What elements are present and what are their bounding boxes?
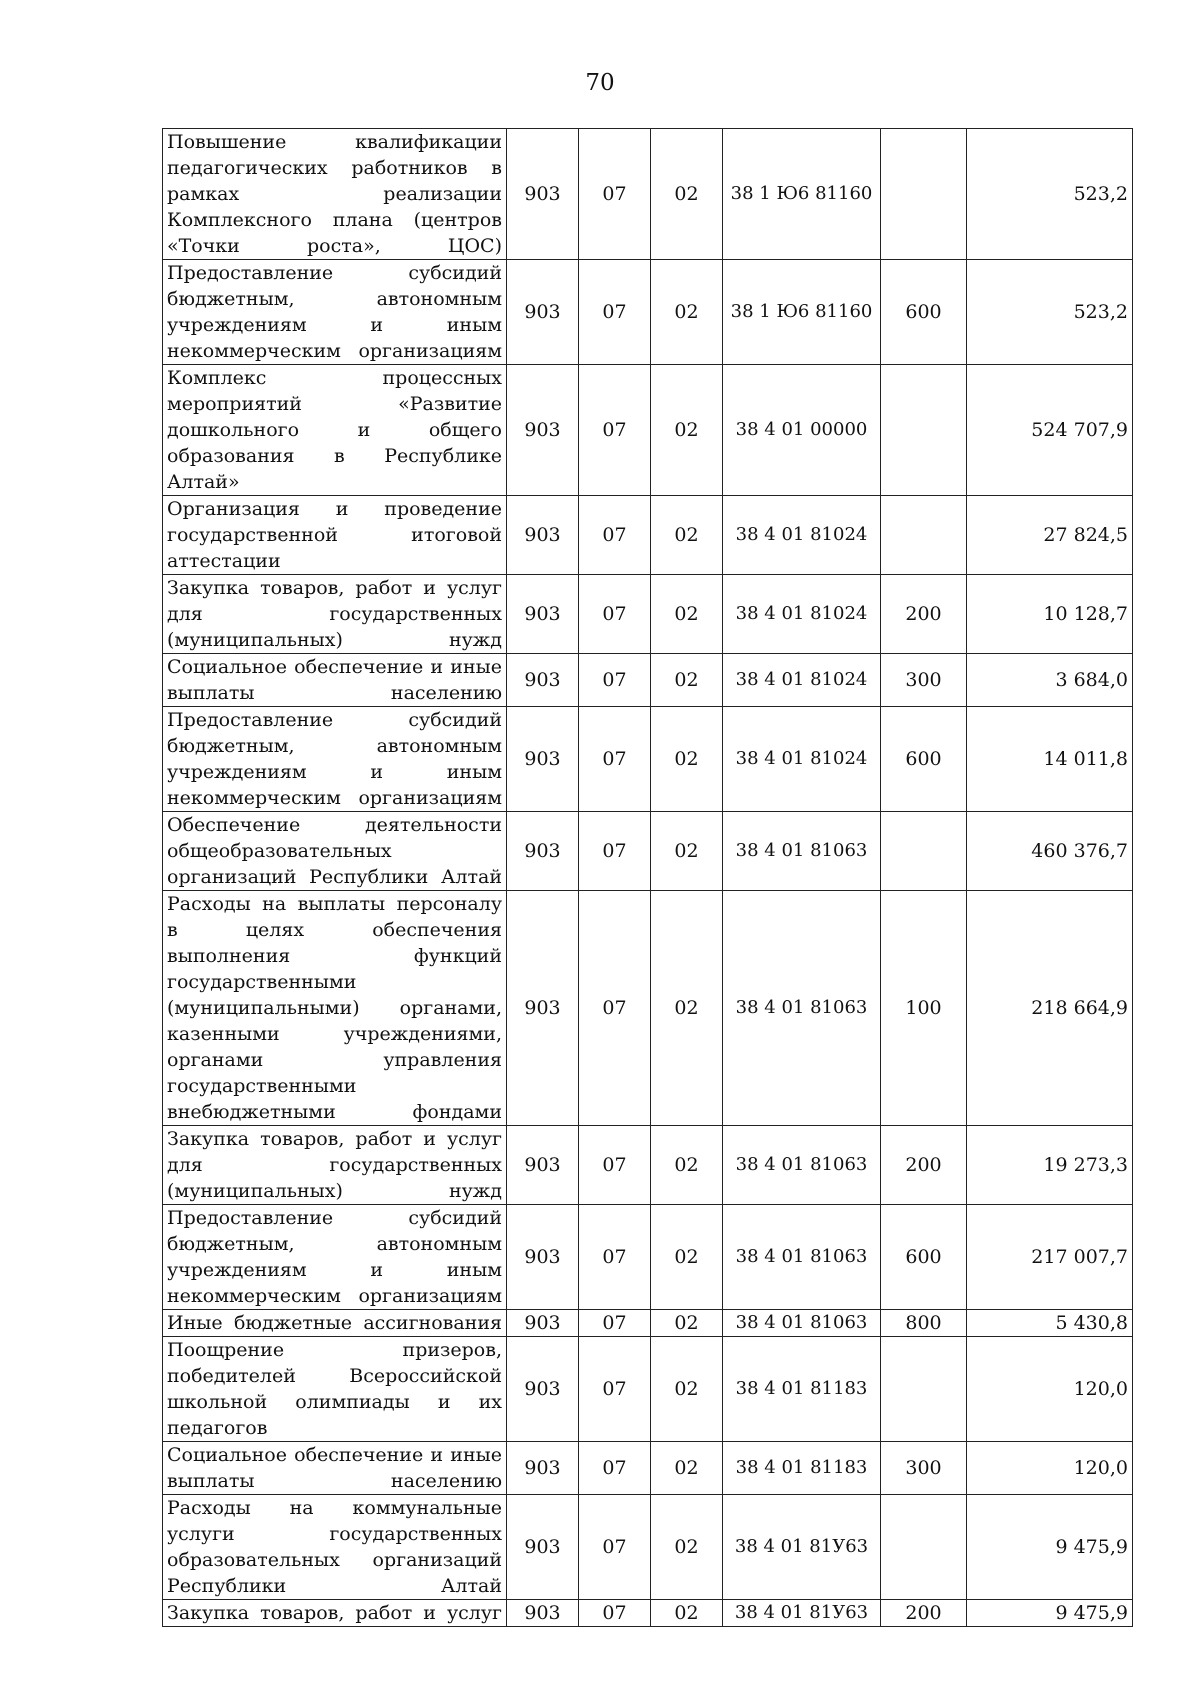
- target-code: 38 4 01 81063: [723, 812, 881, 891]
- expense-type-code: [881, 496, 967, 575]
- table-row: [163, 1337, 1133, 1442]
- expense-type-code: [881, 812, 967, 891]
- section-code: 07: [579, 1310, 651, 1337]
- table-row: [163, 1442, 1133, 1495]
- ministry-code: 903: [507, 1310, 579, 1337]
- subsection-code: 02: [651, 707, 723, 812]
- target-code: 38 4 01 81024: [723, 496, 881, 575]
- row-name: Комплекс процессных мероприятий «Развитие дошкольного и общего образования в Республике Алтай»: [163, 365, 507, 496]
- subsection-code: 02: [651, 1310, 723, 1337]
- target-code: 38 4 01 81063: [723, 1310, 881, 1337]
- section-code: 07: [579, 496, 651, 575]
- table-row: [163, 365, 1133, 496]
- table-row: [163, 707, 1133, 812]
- section-code: 07: [579, 1205, 651, 1310]
- table-row: [163, 575, 1133, 654]
- subsection-code: 02: [651, 891, 723, 1126]
- section-code: 07: [579, 1337, 651, 1442]
- section-code: 07: [579, 1442, 651, 1495]
- row-name: Организация и проведение государственной итоговой аттестации: [163, 496, 507, 575]
- ministry-code: 903: [507, 654, 579, 707]
- amount: 10 128,7: [967, 575, 1133, 654]
- subsection-code: 02: [651, 654, 723, 707]
- expense-type-code: 200: [881, 575, 967, 654]
- subsection-code: 02: [651, 575, 723, 654]
- row-name: Предоставление субсидий бюджетным, автономным учреждениям и иным некоммерческим организациям: [163, 1205, 507, 1310]
- row-name: Расходы на коммунальные услуги государственных образовательных организаций Республики Алтай: [163, 1495, 507, 1600]
- table-row: [163, 812, 1133, 891]
- table-row: [163, 891, 1133, 1126]
- table-body: [163, 129, 1133, 1627]
- amount: 523,2: [967, 129, 1133, 260]
- section-code: 07: [579, 1495, 651, 1600]
- subsection-code: 02: [651, 812, 723, 891]
- target-code: 38 4 01 81063: [723, 1126, 881, 1205]
- page-number: 70: [585, 70, 615, 96]
- target-code: 38 4 01 81024: [723, 707, 881, 812]
- table-row: [163, 1126, 1133, 1205]
- target-code: 38 1 Ю6 81160: [723, 129, 881, 260]
- section-code: 07: [579, 260, 651, 365]
- section-code: 07: [579, 812, 651, 891]
- subsection-code: 02: [651, 496, 723, 575]
- subsection-code: 02: [651, 1205, 723, 1310]
- section-code: 07: [579, 891, 651, 1126]
- amount: 14 011,8: [967, 707, 1133, 812]
- row-name: Повышение квалификации педагогических работников в рамках реализации Комплексного плана (центров «Точки роста», ЦОС): [163, 129, 507, 260]
- amount: 3 684,0: [967, 654, 1133, 707]
- ministry-code: 903: [507, 707, 579, 812]
- ministry-code: 903: [507, 1442, 579, 1495]
- amount: 460 376,7: [967, 812, 1133, 891]
- amount: 524 707,9: [967, 365, 1133, 496]
- row-name: Расходы на выплаты персоналу в целях обеспечения выполнения функций государственными (муниципальными) органами, казенными учреждениями, органами управления государственными внебюджетными фондами: [163, 891, 507, 1126]
- row-name: Закупка товаров, работ и услуг для государственных (муниципальных) нужд: [163, 575, 507, 654]
- amount: 9 475,9: [967, 1495, 1133, 1600]
- ministry-code: 903: [507, 1126, 579, 1205]
- ministry-code: 903: [507, 575, 579, 654]
- row-name: Предоставление субсидий бюджетным, автономным учреждениям и иным некоммерческим организациям: [163, 260, 507, 365]
- target-code: 38 4 01 81У63: [723, 1600, 881, 1627]
- ministry-code: 903: [507, 129, 579, 260]
- target-code: 38 4 01 81183: [723, 1442, 881, 1495]
- expense-type-code: 200: [881, 1600, 967, 1627]
- expense-type-code: 100: [881, 891, 967, 1126]
- table-row: [163, 496, 1133, 575]
- target-code: 38 1 Ю6 81160: [723, 260, 881, 365]
- amount: 9 475,9: [967, 1600, 1133, 1627]
- ministry-code: 903: [507, 365, 579, 496]
- target-code: 38 4 01 81063: [723, 1205, 881, 1310]
- subsection-code: 02: [651, 1600, 723, 1627]
- amount: 218 664,9: [967, 891, 1133, 1126]
- expense-type-code: 800: [881, 1310, 967, 1337]
- row-name: Социальное обеспечение и иные выплаты населению: [163, 1442, 507, 1495]
- ministry-code: 903: [507, 1495, 579, 1600]
- expense-type-code: [881, 365, 967, 496]
- expense-type-code: [881, 129, 967, 260]
- budget-table: [162, 128, 1133, 1627]
- table-row: [163, 1205, 1133, 1310]
- section-code: 07: [579, 707, 651, 812]
- ministry-code: 903: [507, 891, 579, 1126]
- expense-type-code: 600: [881, 707, 967, 812]
- ministry-code: 903: [507, 1205, 579, 1310]
- ministry-code: 903: [507, 1337, 579, 1442]
- amount: 120,0: [967, 1442, 1133, 1495]
- table-row: [163, 654, 1133, 707]
- subsection-code: 02: [651, 365, 723, 496]
- subsection-code: 02: [651, 1495, 723, 1600]
- section-code: 07: [579, 575, 651, 654]
- table-row: [163, 1600, 1133, 1627]
- row-name: Социальное обеспечение и иные выплаты населению: [163, 654, 507, 707]
- section-code: 07: [579, 365, 651, 496]
- row-name: Обеспечение деятельности общеобразовательных организаций Республики Алтай: [163, 812, 507, 891]
- subsection-code: 02: [651, 1337, 723, 1442]
- section-code: 07: [579, 654, 651, 707]
- table-row: [163, 129, 1133, 260]
- target-code: 38 4 01 81063: [723, 891, 881, 1126]
- subsection-code: 02: [651, 1442, 723, 1495]
- expense-type-code: 600: [881, 260, 967, 365]
- row-name: Предоставление субсидий бюджетным, автономным учреждениям и иным некоммерческим организациям: [163, 707, 507, 812]
- section-code: 07: [579, 1600, 651, 1627]
- amount: 19 273,3: [967, 1126, 1133, 1205]
- table-row: [163, 1495, 1133, 1600]
- amount: 523,2: [967, 260, 1133, 365]
- amount: 120,0: [967, 1337, 1133, 1442]
- subsection-code: 02: [651, 260, 723, 365]
- target-code: 38 4 01 81У63: [723, 1495, 881, 1600]
- expense-type-code: 200: [881, 1126, 967, 1205]
- amount: 217 007,7: [967, 1205, 1133, 1310]
- amount: 27 824,5: [967, 496, 1133, 575]
- target-code: 38 4 01 81024: [723, 575, 881, 654]
- row-name: Закупка товаров, работ и услуг для государственных (муниципальных) нужд: [163, 1126, 507, 1205]
- section-code: 07: [579, 129, 651, 260]
- expense-type-code: 600: [881, 1205, 967, 1310]
- row-name: Поощрение призеров, победителей Всероссийской школьной олимпиады и их педагогов: [163, 1337, 507, 1442]
- amount: 5 430,8: [967, 1310, 1133, 1337]
- subsection-code: 02: [651, 129, 723, 260]
- section-code: 07: [579, 1126, 651, 1205]
- ministry-code: 903: [507, 260, 579, 365]
- expense-type-code: 300: [881, 1442, 967, 1495]
- ministry-code: 903: [507, 496, 579, 575]
- subsection-code: 02: [651, 1126, 723, 1205]
- target-code: 38 4 01 81183: [723, 1337, 881, 1442]
- ministry-code: 903: [507, 812, 579, 891]
- ministry-code: 903: [507, 1600, 579, 1627]
- target-code: 38 4 01 00000: [723, 365, 881, 496]
- table-row: [163, 1310, 1133, 1337]
- expense-type-code: [881, 1337, 967, 1442]
- expense-type-code: [881, 1495, 967, 1600]
- table-row: [163, 260, 1133, 365]
- row-name: Иные бюджетные ассигнования: [163, 1310, 507, 1337]
- row-name: Закупка товаров, работ и услуг: [163, 1600, 507, 1627]
- target-code: 38 4 01 81024: [723, 654, 881, 707]
- expense-type-code: 300: [881, 654, 967, 707]
